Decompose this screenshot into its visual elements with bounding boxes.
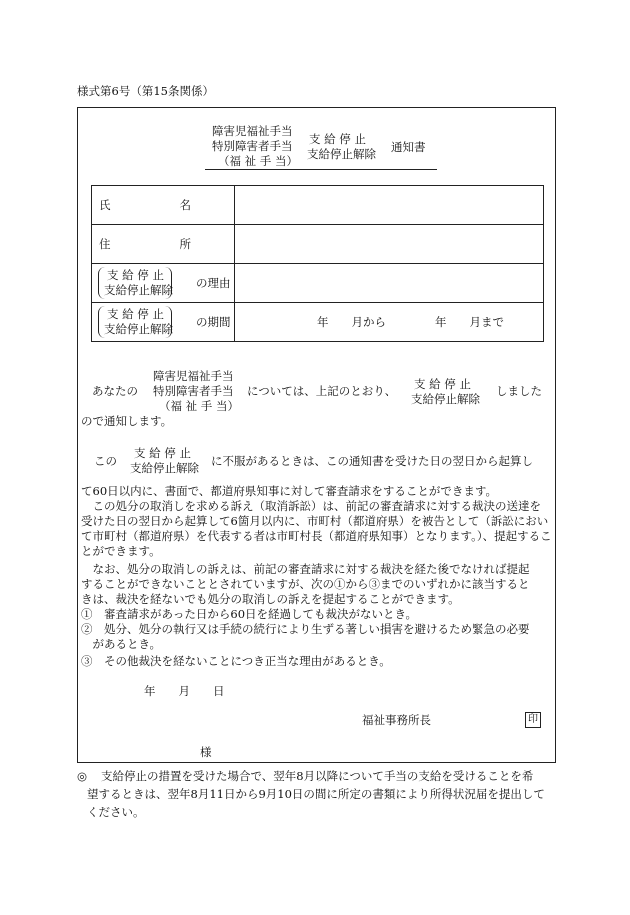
body-line: することができないこととされていますが、次の①から③までのいずれかに該当すると — [81, 577, 530, 591]
body-line: て60日以内に、書面で、都道府県知事に対して審査請求をすることができます。 — [81, 484, 497, 498]
title-allowance-1: 障害児福祉手当 — [212, 124, 293, 138]
p1-end: しました — [496, 384, 542, 398]
body-line: ③ その他裁決を経ないことにつき正当な理由があるとき。 — [81, 654, 391, 668]
p1-allow-3: （福 祉 手 当） — [159, 399, 239, 413]
name-value-cell[interactable] — [235, 186, 544, 225]
name-label-cell — [92, 186, 235, 225]
title-action-1: 支 給 停 止 — [309, 132, 366, 146]
seal-stamp: 印 — [525, 712, 541, 728]
note-line: ください。 — [87, 805, 145, 819]
address-label-cell — [92, 225, 235, 264]
table-row — [92, 264, 544, 303]
reason-suffix: の理由 — [196, 276, 231, 290]
period-suffix: の期間 — [196, 315, 231, 329]
title-allowance-3: （福 祉 手 当） — [218, 154, 298, 168]
reason-stop-2: 支給停止解除 — [104, 283, 173, 297]
p1-cont: ので通知します。 — [81, 414, 173, 428]
title-underline — [205, 169, 437, 170]
title-suffix: 通知書 — [391, 140, 426, 154]
p1-act-2: 支給停止解除 — [411, 392, 480, 406]
address-value-cell[interactable] — [235, 225, 544, 264]
p1-allow-1: 障害児福祉手当 — [153, 369, 234, 383]
note-mark: ◎ — [77, 769, 88, 783]
reason-label-cell — [92, 264, 235, 303]
title-action-2: 支給停止解除 — [307, 147, 376, 161]
period-value-cell[interactable] — [235, 303, 544, 342]
p1-act-1: 支 給 停 止 — [414, 377, 471, 391]
body-line: があるとき。 — [81, 637, 162, 651]
address-label: 住 所 — [99, 237, 191, 251]
note-line: 支給停止の措置を受けた場合で、翌年8月以降について手当の支給を受けることを希 — [101, 769, 534, 783]
body-line: 受けた日の翌日から起算して6箇月以内に、市町村（都道府県）を被告として（訴訟におい — [81, 514, 549, 528]
office-title: 福祉事務所長 — [362, 713, 431, 727]
title-allowance-2: 特別障害者手当 — [212, 139, 293, 153]
period-stop-1: 支 給 停 止 — [107, 307, 164, 321]
addressee-suffix: 様 — [200, 745, 212, 759]
p1-start: あなたの — [92, 384, 138, 398]
body-line: て市町村（都道府県）を代表する者は市町村長（都道府県知事）となります。）、提起するこ — [81, 529, 552, 543]
body-line: きは、裁決を経ないでも処分の取消しの訴えを提起することができます。 — [81, 592, 460, 606]
body-line: ① 審査請求があった日から60日を経過しても裁決がないとき。 — [81, 607, 418, 621]
info-table — [91, 185, 544, 342]
reason-stop-1: 支 給 停 止 — [107, 268, 164, 282]
reason-value-cell[interactable] — [235, 264, 544, 303]
body-line: ② 処分、処分の執行又は手続の続行により生ずる著しい損害を避けるため緊急の必要 — [81, 622, 530, 636]
period-from: 年 月から — [317, 315, 386, 329]
period-stop-2: 支給停止解除 — [104, 322, 173, 336]
form-number: 様式第6号（第15条関係） — [77, 84, 214, 98]
body-line: とができます。 — [81, 544, 161, 558]
p1-allow-2: 特別障害者手当 — [153, 384, 234, 398]
p2-start: この — [94, 454, 117, 468]
period-label-cell — [92, 303, 235, 342]
table-row — [92, 303, 544, 342]
note-line: 望するときは、翌年8月11日から9月10日の間に所定の書類により所得状況届を提出して — [87, 787, 545, 801]
name-label: 氏 名 — [99, 198, 191, 212]
table-row — [92, 186, 544, 225]
period-to: 年 月まで — [435, 315, 504, 329]
p2-act-1: 支 給 停 止 — [134, 446, 191, 460]
table-row — [92, 225, 544, 264]
p1-mid: については、上記のとおり、 — [247, 384, 397, 398]
body-line: この処分の取消しを求める訴え（取消訴訟）は、前記の審査請求に対する裁決の送達を — [81, 499, 541, 513]
p2-act-2: 支給停止解除 — [130, 461, 199, 475]
body-line: なお、処分の取消しの訴えは、前記の審査請求に対する裁決を経た後でなければ提起 — [81, 562, 530, 576]
p2-end: に不服があるときは、この通知書を受けた日の翌日から起算し — [211, 454, 533, 468]
date-line: 年 月 日 — [144, 684, 225, 698]
